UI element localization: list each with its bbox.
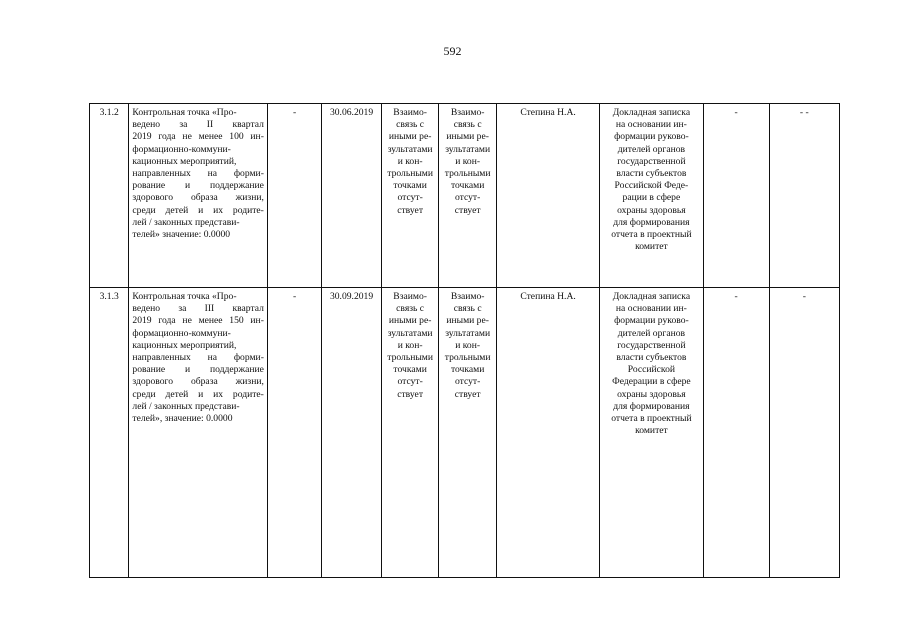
extra-cell-2 — [769, 104, 839, 288]
document-line: Докладная записка — [612, 107, 691, 118]
control-point-name-line: Контрольная точка «Про- — [132, 107, 237, 118]
document-line: для формирования — [613, 216, 690, 228]
document-line: власти субъектов — [616, 168, 687, 180]
control-point-name-line: телей», значение: 0.0000 — [132, 413, 233, 425]
relation-line: отсут- — [455, 376, 481, 388]
row-number-cell — [90, 104, 129, 288]
relation-line: зультатами — [387, 143, 433, 155]
relation-line: точками — [393, 180, 427, 192]
control-points-table — [89, 103, 840, 578]
dash-cell — [267, 288, 321, 578]
table-row — [90, 288, 840, 578]
control-point-name-line: направленных на форми- — [132, 352, 264, 364]
extra-cell-1 — [703, 288, 769, 578]
control-point-name-line: рование и поддержание — [132, 364, 264, 376]
relation-line: и кон- — [397, 339, 423, 351]
relation-line: ствует — [397, 388, 424, 400]
control-point-name-cell — [129, 288, 267, 578]
relation-line: отсут- — [397, 192, 423, 204]
document-line: отчета в проектный — [611, 413, 692, 425]
extra-value: - — [734, 291, 738, 302]
control-point-name-line: среди детей и их родите- — [132, 388, 264, 400]
deadline-cell — [322, 288, 382, 578]
relation-line: иными ре- — [446, 315, 489, 327]
document-line: власти субъектов — [616, 352, 687, 364]
document-line: комитет — [635, 241, 668, 253]
control-point-name-line: ведено за II квартал — [132, 119, 264, 131]
relation-line: Взаимо- — [393, 107, 427, 118]
relation-line: иными ре- — [446, 131, 489, 143]
document-cell — [600, 288, 703, 578]
document-line: отчета в проектный — [611, 229, 692, 241]
row-number: 3.1.2 — [99, 107, 119, 118]
dash-value: - — [292, 291, 297, 302]
dash-value: - — [292, 107, 297, 118]
control-point-name-line: среди детей и их родите- — [132, 204, 264, 216]
document-line: дителей органов — [617, 143, 686, 155]
relation-line: Взаимо- — [393, 291, 427, 302]
relation-line: и кон- — [455, 339, 481, 351]
relation-cell-a — [381, 288, 439, 578]
responsible-name: Степина Н.А. — [520, 107, 576, 118]
deadline-cell — [322, 104, 382, 288]
relation-line: трольными — [444, 352, 491, 364]
row-number: 3.1.3 — [99, 291, 119, 302]
relation-line: иными ре- — [388, 315, 432, 327]
table-row — [90, 104, 840, 288]
relation-line: связь с — [453, 119, 482, 131]
relation-line: иными ре- — [388, 131, 432, 143]
relation-line: ствует — [397, 204, 424, 216]
control-point-name-line: формационно-коммуни- — [132, 327, 231, 339]
document-line: на основании ин- — [615, 119, 687, 131]
control-point-name-line: кационных мероприятий, — [132, 155, 237, 167]
relation-cell-a — [381, 104, 439, 288]
relation-line: зультатами — [445, 327, 491, 339]
control-point-name-line: рование и поддержание — [132, 180, 264, 192]
control-point-name-line: здорового образа жизни, — [132, 376, 264, 388]
relation-line: ствует — [454, 204, 481, 216]
responsible-cell — [496, 288, 599, 578]
relation-line: и кон- — [397, 155, 423, 167]
relation-line: отсут- — [455, 192, 481, 204]
document-line: охраны здоровья — [617, 388, 686, 400]
control-point-name-line: 2019 года не менее 150 ин- — [132, 315, 264, 327]
document-line: охраны здоровья — [617, 204, 686, 216]
document-line: Российской Феде- — [614, 180, 689, 192]
relation-line: трольными — [387, 168, 433, 180]
control-point-name-cell — [129, 104, 267, 288]
document-line: комитет — [635, 425, 668, 437]
relation-line: отсут- — [397, 376, 423, 388]
extra-cell-2 — [769, 288, 839, 578]
control-point-name-line: здорового образа жизни, — [132, 192, 264, 204]
extra-value: - — [802, 291, 806, 302]
row-number-cell — [90, 288, 129, 578]
relation-line: трольными — [387, 352, 433, 364]
control-point-name-line: телей» значение: 0.0000 — [132, 229, 231, 241]
document-line: Федерации в сфере — [612, 376, 691, 388]
relation-cell-b — [439, 288, 497, 578]
relation-line: трольными — [444, 168, 491, 180]
document-cell — [600, 104, 703, 288]
relation-line: ствует — [454, 388, 481, 400]
control-point-name-line: формационно-коммуни- — [132, 143, 231, 155]
document-line: государственной — [617, 155, 686, 167]
relation-line: точками — [450, 180, 485, 192]
relation-line: связь с — [453, 303, 482, 315]
relation-line: связь с — [396, 303, 425, 315]
control-point-name-line: 2019 года не менее 100 ин- — [132, 131, 264, 143]
control-point-name-line: Контрольная точка «Про- — [132, 291, 237, 302]
relation-line: точками — [450, 364, 485, 376]
deadline-date: 30.09.2019 — [329, 291, 374, 302]
relation-line: зультатами — [445, 143, 491, 155]
document-line: формации руково- — [614, 315, 689, 327]
control-point-name-line: лей / законных представи- — [132, 400, 240, 412]
page-number: 592 — [443, 44, 462, 58]
control-point-name-line: ведено за III квартал — [132, 303, 264, 315]
relation-line: Взаимо- — [450, 107, 485, 118]
document-line: дителей органов — [617, 327, 686, 339]
document-line: рации в сфере — [622, 192, 681, 204]
relation-line: и кон- — [455, 155, 481, 167]
document-line: для формирования — [613, 400, 690, 412]
document-line: формации руково- — [614, 131, 689, 143]
control-point-name-line: направленных на форми- — [132, 168, 264, 180]
dash-cell — [267, 104, 321, 288]
responsible-cell — [496, 104, 599, 288]
relation-line: зультатами — [387, 327, 433, 339]
document-line: государственной — [617, 339, 686, 351]
relation-line: связь с — [396, 119, 425, 131]
document-line: на основании ин- — [615, 303, 687, 315]
responsible-name: Степина Н.А. — [520, 291, 576, 302]
control-point-name-line: кационных мероприятий, — [132, 339, 237, 351]
extra-cell-1 — [703, 104, 769, 288]
document-line: Докладная записка — [612, 291, 691, 302]
deadline-date: 30.06.2019 — [329, 107, 374, 118]
extra-value: - - — [799, 107, 809, 118]
relation-cell-b — [439, 104, 497, 288]
relation-line: Взаимо- — [450, 291, 485, 302]
extra-value: - — [734, 107, 738, 118]
document-line: Российской — [627, 364, 676, 376]
relation-line: точками — [393, 364, 427, 376]
table-body — [90, 104, 840, 578]
control-point-name-line: лей / законных представи- — [132, 216, 240, 228]
